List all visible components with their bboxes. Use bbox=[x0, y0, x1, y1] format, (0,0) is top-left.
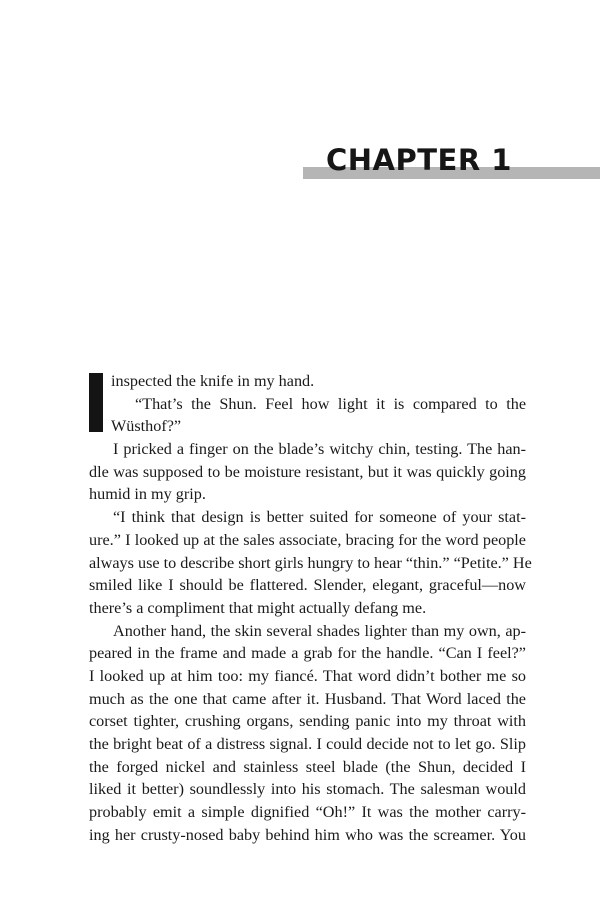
text-line-11: there’s a compliment that might actually defang me. bbox=[89, 598, 427, 617]
chapter-title: CHAPTER 1 bbox=[326, 143, 512, 177]
text-line-6: humid in my grip. bbox=[89, 485, 206, 504]
text-line-4: I pricked a finger on the blade’s witchy chin, testing. The han- bbox=[113, 440, 526, 459]
text-line-15: much as the one that came after it. Husband. That Word laced the bbox=[89, 689, 526, 708]
drop-cap-letter bbox=[89, 373, 103, 432]
text-line-13: peared in the frame and made a grab for the handle. “Can I feel?” bbox=[89, 644, 526, 663]
text-line-17: the bright beat of a distress signal. I could decide not to let go. Slip bbox=[89, 735, 526, 753]
text-line-10: smiled like I should be flattered. Slender, elegant, graceful—now bbox=[89, 576, 526, 595]
text-line-1: inspected the knife in my hand. bbox=[111, 372, 315, 390]
text-line-3: Wüsthof?” bbox=[111, 417, 182, 436]
text-line-14: I looked up at him too: my fiancé. That word didn’t bother me so bbox=[89, 666, 526, 685]
text-line-8: ure.” I looked up at the sales associate, bracing for the word people bbox=[89, 530, 526, 549]
text-line-7: “I think that design is better suited for someone of your stat- bbox=[113, 508, 526, 527]
text-line-5: dle was supposed to be moisture resistant, but it was quickly going bbox=[89, 462, 526, 481]
text-line-16: corset tighter, crushing organs, sending panic into my throat with bbox=[89, 712, 526, 731]
text-line-12: Another hand, the skin several shades lighter than my own, ap- bbox=[113, 621, 526, 640]
text-line-20: probably emit a simple dignified “Oh!” It was the mother carry- bbox=[89, 803, 526, 822]
text-line-21: ing her crusty-nosed baby behind him who was the screamer. You bbox=[89, 825, 526, 844]
text-line-18: the forged nickel and stainless steel blade (the Shun, decided I bbox=[89, 757, 526, 776]
text-line-2: “That’s the Shun. Feel how light it is compared to the bbox=[135, 394, 526, 413]
chapter-body-text bbox=[89, 370, 532, 846]
text-line-9: always use to describe short girls hungry to hear “thin.” “Petite.” He bbox=[89, 553, 532, 572]
text-line-19: liked it better) soundlessly into his stomach. The salesman would bbox=[89, 780, 526, 799]
